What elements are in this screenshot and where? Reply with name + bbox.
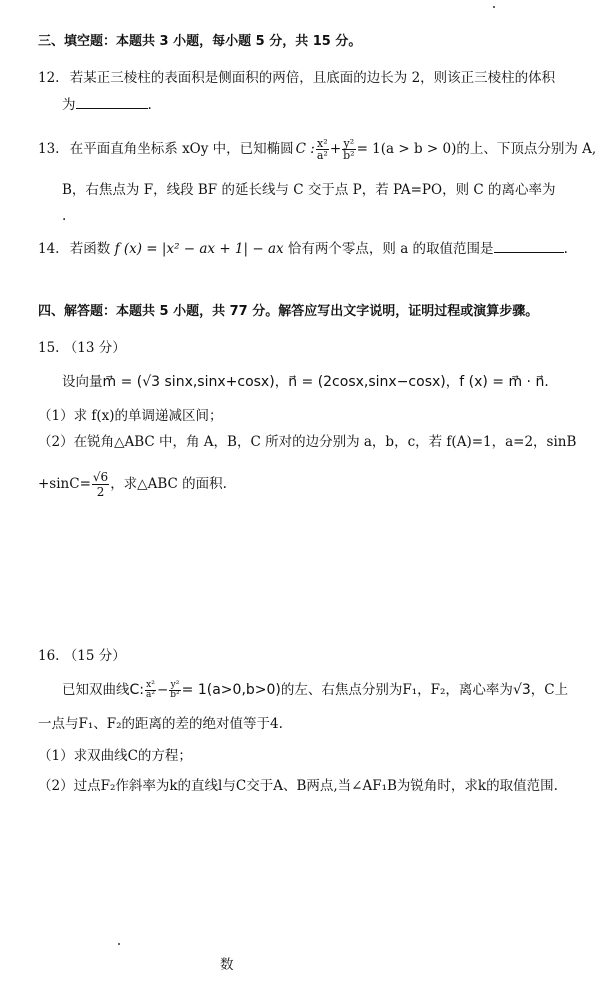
q12-text: 若某正三棱柱的表面积是侧面积的两倍，且底面的边长为 2，则该正三棱柱的体积 [69,70,556,86]
section3-heading: 三、填空题：本题共 3 小题，每小题 5 分，共 15 分。 [38,34,362,49]
hyperbola-condition: = 1(a>0,b>0) [181,682,281,698]
section4-heading: 四、解答题：本题共 5 小题，共 77 分。解答应写出文字说明，证明过程或演算步骤。 [38,304,539,319]
q15-part2-line1: （2）在锐角△ABC 中，角 A，B，C 所对的边分别为 a，b，c，若 f(A)=1，a=2，sinB [38,434,577,450]
q14-number: 14. [38,241,60,257]
hyperbola-label: C: [129,682,144,698]
q15-intro: 设向量m⃗ = (√3 sinx,sinx+cosx)，n⃗ = (2cosx,sinx−cosx)，f (x) = m⃗ · n⃗. [62,374,549,390]
q16-part1: （1）求双曲线C的方程； [38,748,192,764]
ellipse-frac-y: $\frac{\text{y²}}{\text{b²}}$ [343,137,355,162]
q15-part1: （1）求 f(x)的单调递减区间； [38,408,223,424]
eccentricity: √3 [512,682,531,698]
q16-header: 16. （15 分） [38,648,126,664]
vector-m: m⃗ = (√3 sinx,sinx+cosx) [102,374,275,390]
q16-intro: 已知双曲线C: $\frac{\text{x²}}{\text{a²}}$ − $\frac{\text{y²}}{\text{b²}}$ = 1(a>0,b>0)的左、右焦点分别为F₁，F₂，离心率为√3，C上 [62,680,569,700]
decorative-dot [118,943,120,945]
decorative-dot [493,6,495,8]
q15-part2-line2: +sinC= $\frac{√6}{2}$ ，求△ABC 的面积. [38,470,227,499]
ellipse-label: C : [295,141,315,157]
vector-n: n⃗ = (2cosx,sinx−cosx) [288,374,446,390]
q13-line3: . [62,208,67,224]
q14-answer-blank [494,238,564,253]
q12-line2: 为 . [62,94,152,115]
q12-line1 [38,68,555,88]
q13-number: 13. [38,141,60,157]
q14-function: f (x) = |x² − ax + 1| − ax [114,241,284,257]
q16-part2: （2）过点F₂作斜率为k的直线l与C交于A、B两点,当∠AF₁B为锐角时，求k的取值范围. [38,778,558,794]
hyperbola-frac-x: $\frac{\text{x²}}{\text{a²}}$ [146,680,155,700]
q16-line2: 一点与F₁、F₂的距离的差的绝对值等于4. [38,716,283,732]
q15-frac: $\frac{√6}{2}$ [92,470,109,499]
page-footer: 数 [220,957,234,973]
q12-number: 12. [38,70,60,86]
hyperbola-frac-y: $\frac{\text{y²}}{\text{b²}}$ [170,680,180,700]
q13-line1: 13. 在平面直角坐标系 xOy 中，已知椭圆 C : $\frac{\text{x²}}{\text{a²}}$ + $\frac{\text{y²}}{\text{b²}}$ = 1(a > b > 0)的上、下顶点分别为 A, [38,137,597,162]
ellipse-frac-x: $\frac{\text{x²}}{\text{a²}}$ [316,137,328,162]
q14-line: 14. 若函数 f (x) = |x² − ax + 1| − ax 恰有两个零点，则 a 的取值范围是 . [38,238,568,259]
q15-function: f (x) = m⃗ · n⃗ [459,374,545,390]
q15-header: 15. （13 分） [38,340,126,356]
ellipse-condition: = 1(a > b > 0) [356,141,457,157]
q13-line2: B，右焦点为 F，线段 BF 的延长线与 C 交于点 P，若 PA=PO，则 C 的离心率为 [62,182,556,198]
q12-answer-blank [76,94,148,109]
